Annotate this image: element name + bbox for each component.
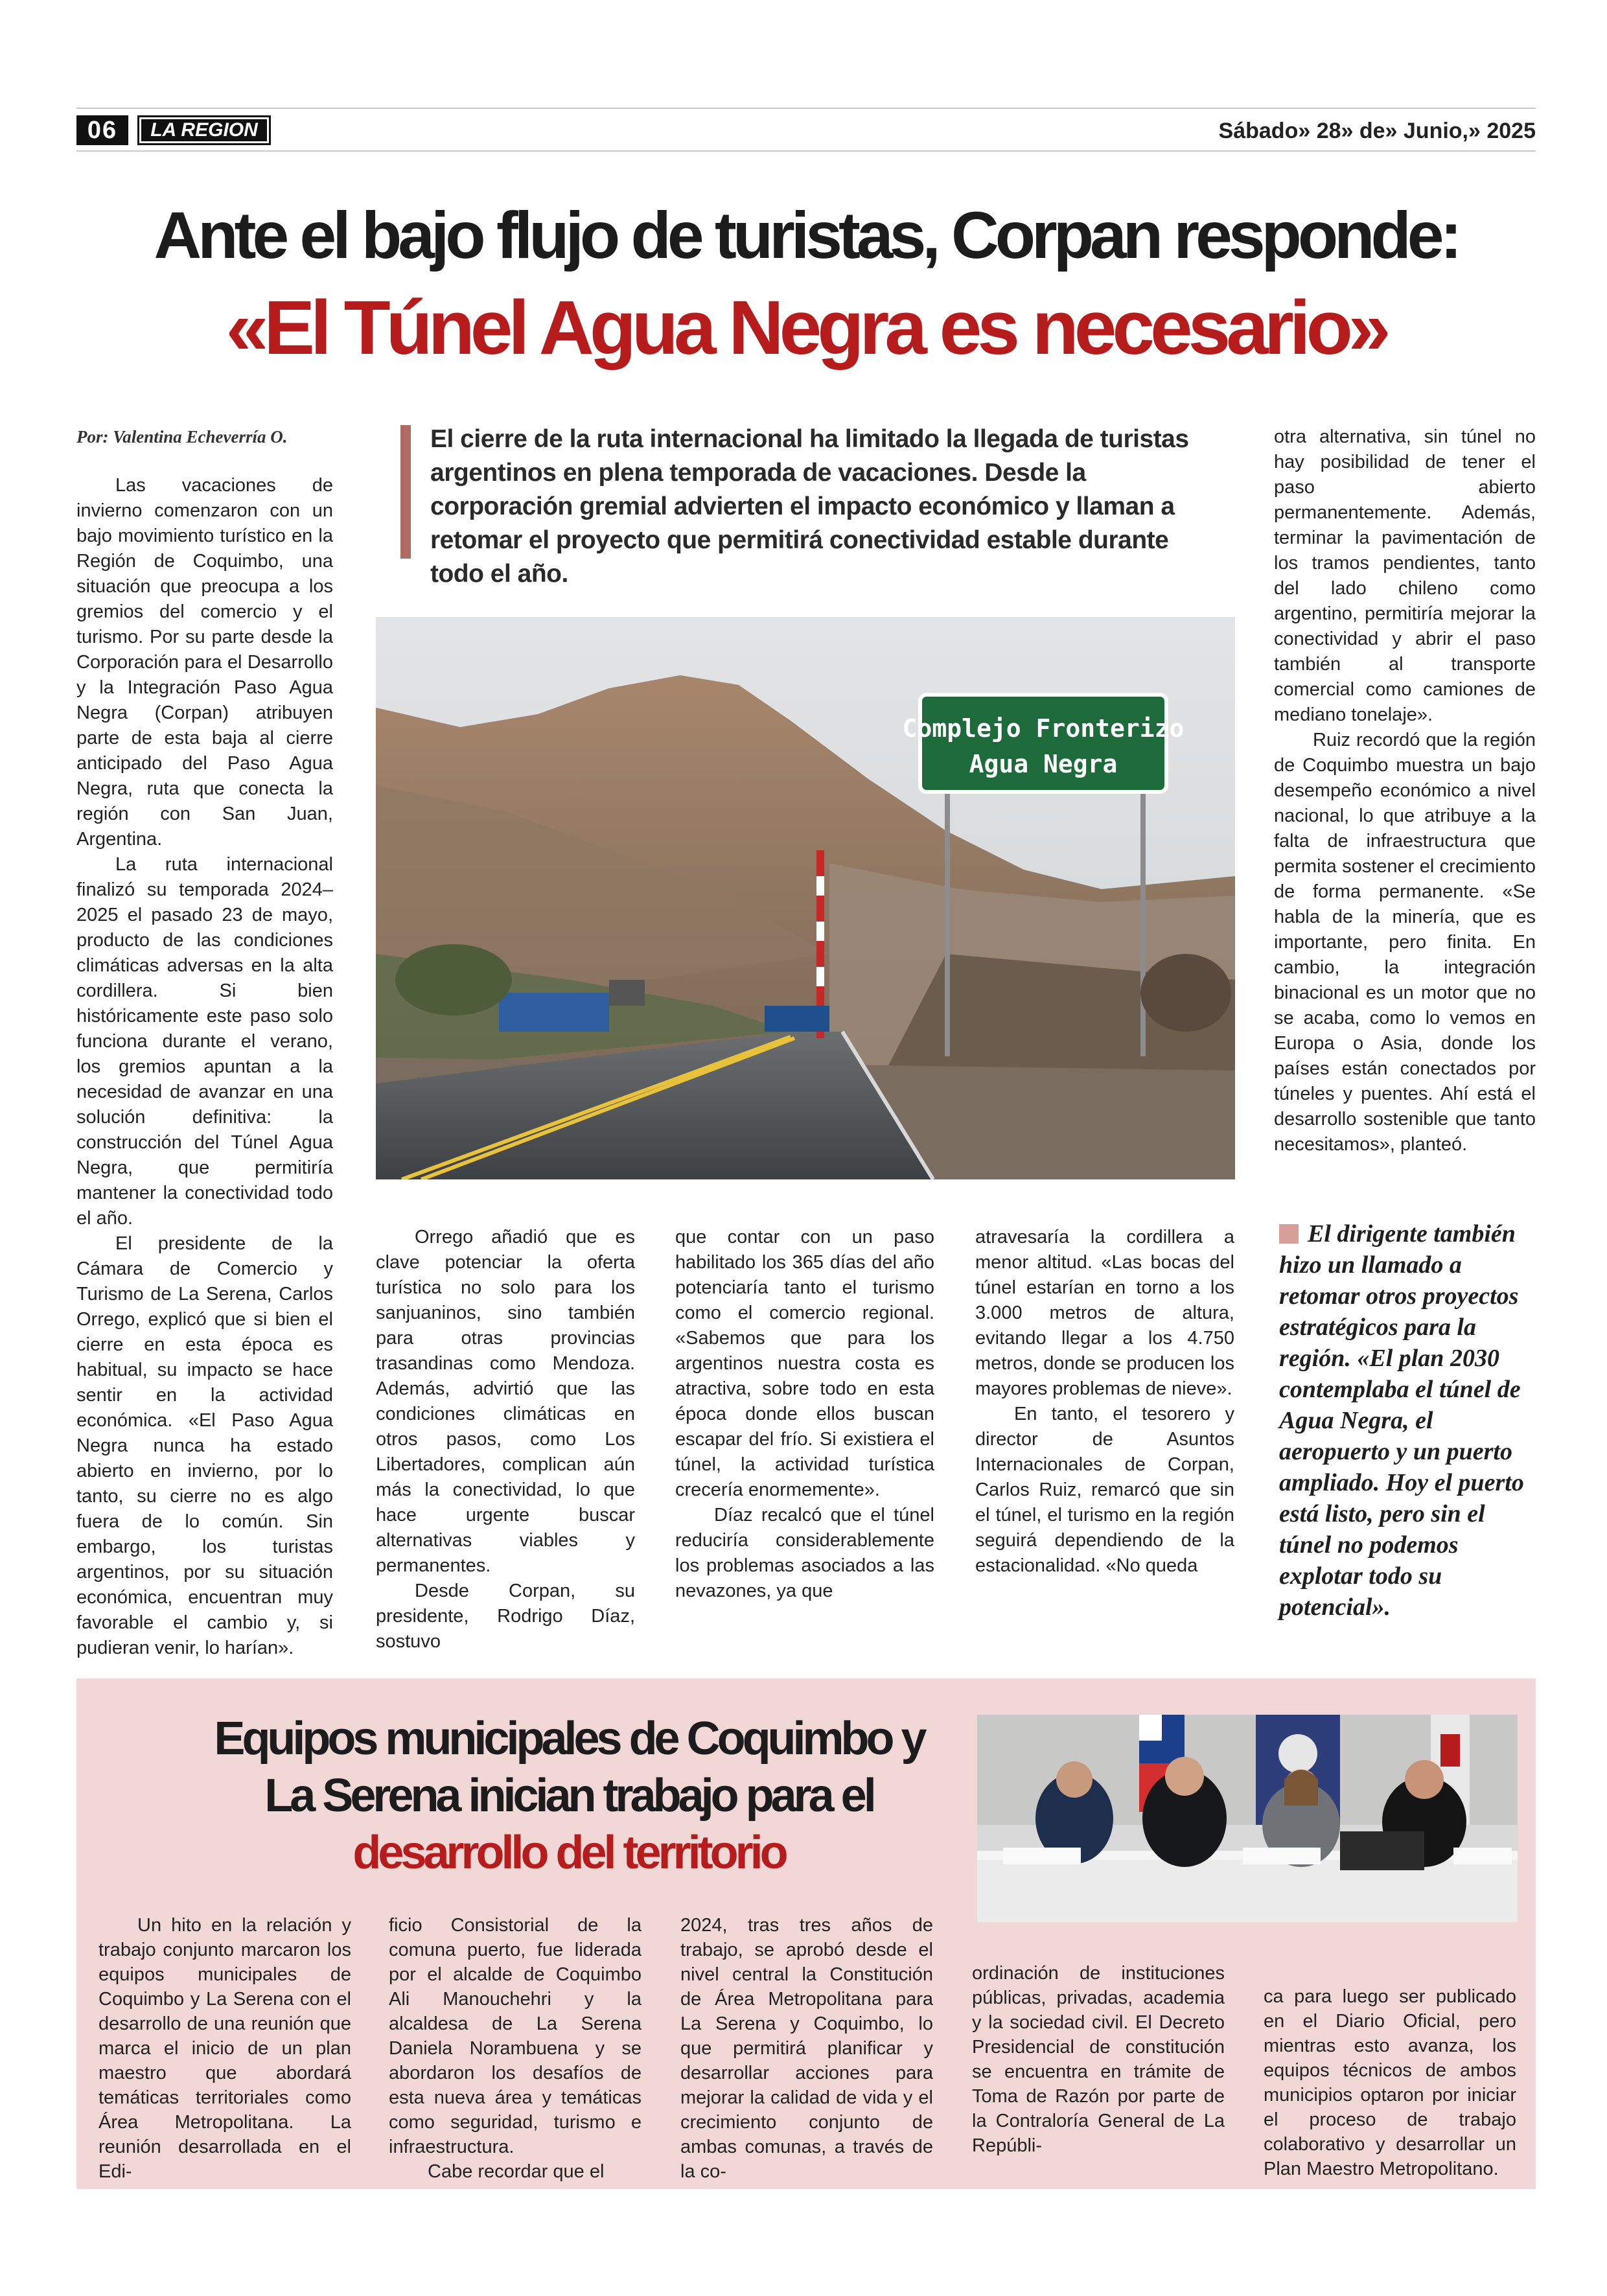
headline-top: Ante el bajo flujo de turistas, Corpan responde: xyxy=(154,198,1459,272)
quote-marker-icon xyxy=(1279,1224,1299,1244)
sign-text-line-1: Complejo Fronterizo xyxy=(902,714,1185,743)
article2-column-2 xyxy=(389,1913,642,2184)
article2-headline-line-2: La Serena inician trabajo para el xyxy=(264,1770,873,1822)
meeting-photo xyxy=(977,1715,1518,1922)
paragraph: Las vacaciones de invierno comenzaron con un bajo movimiento turístico en la Región de Coquimbo, una situación que preocupa a los gremios del comercio y el turismo. Por su parte desde la Corporación para el Desarrollo y la Integración Paso Agua Negra (Corpan) atribuyen parte de esta baja al cierre anticipado del Paso Agua Negra, ruta que conecta la región con San Juan, Argentina. xyxy=(76,475,333,850)
paragraph: El presidente de la Cámara de Comercio y Turismo de La Serena, Carlos Orrego, explicó que si bien el cierre en esta época es habitual, su impacto se hace sentir en la actividad económica. «El Paso Agua Negra nunca ha estado abierto en invierno, por lo tanto, su cierre no es algo fuera de lo común. Sin embargo, los turistas argentinos, por su situación económica, encuentran muy favorable el cambio y, si pudieran venir, lo harían». xyxy=(76,1233,333,1658)
issue-date: Sábado» 28» de» Junio,» 2025 xyxy=(1218,119,1536,143)
newspaper-logo xyxy=(137,115,271,145)
article1-column-1 xyxy=(76,473,333,1661)
article2-column-5 xyxy=(1264,1984,1516,2181)
article2-column-4 xyxy=(972,1961,1225,2158)
article1-column-5 xyxy=(1274,424,1536,1157)
article1-column-2 xyxy=(376,1225,635,1654)
paragraph: 2024, tras tres años de trabajo, se aprobó desde el nivel central la Constitución de Área Metropolitana para La Serena y Coquimbo, lo que permitirá planificar y desarrollar acciones para mejorar la calidad de vida y el crecimiento conjunto de ambas comunas, a través de la co- xyxy=(680,1915,933,2182)
sign-text-line-2: Agua Negra xyxy=(969,750,1118,778)
page-number: 06 xyxy=(76,115,128,145)
border-crossing-photo xyxy=(376,617,1235,1179)
paragraph: Un hito en la relación y trabajo conjunto marcaron los equipos municipales de Coquimbo y La Serena con el desarrollo de una reunión que marca el inicio de un plan maestro que abordará temáticas territoriales como Área Metropolitana. La reunión desarrollada en el Edi- xyxy=(98,1915,351,2182)
newspaper-name: LA REGION xyxy=(141,119,267,141)
article2-column-1 xyxy=(98,1913,351,2184)
paragraph: ca para luego ser publicado en el Diario Oficial, pero mientras esto avanza, los equipos técnicos de ambos municipios optaron por iniciar el proceso de trabajo colaborativo y desarrollar un Plan Maestro Metropolitano. xyxy=(1264,1986,1516,2179)
byline: Por: Valentina Echeverría O. xyxy=(76,427,288,446)
article2-headline-line-3: desarrollo del territorio xyxy=(353,1827,785,1879)
paragraph: que contar con un paso habilitado los 365 días del año potenciaría tanto el turismo como el comercio regional. «Sabemos que para los argentinos nuestra costa es atractiva, sobre todo en esta época donde ellos buscan escapar del frío. Si existiera el túnel, la actividad turística crecería enormemente». xyxy=(675,1227,934,1500)
header-bottom-rule xyxy=(76,150,1536,152)
paragraph: Díaz recalcó que el túnel reduciría considerablemente los problemas asociados a las nevazones, ya que xyxy=(675,1505,934,1601)
paragraph: ficio Consistorial de la comuna puerto, fue liderada por el alcalde de Coquimbo Ali Manouchehri y la alcaldesa de La Serena Daniela Norambuena y se abordaron los desafíos de esta nueva área y temáticas como seguridad, turismo e infraestructura. xyxy=(389,1915,642,2157)
article2-column-3 xyxy=(680,1913,933,2184)
article2-headline-line-1: Equipos municipales de Coquimbo y xyxy=(214,1713,924,1765)
lead-accent-bar xyxy=(400,425,411,559)
headline-main: «El Túnel Agua Negra es necesario» xyxy=(225,285,1387,371)
article1-column-4 xyxy=(975,1225,1234,1579)
paragraph: atravesaría la cordillera a menor altitud. «Las bocas del túnel estarían en torno a los 3.000 metros de altura, evitando llegar a los 4.750 metros, donde se producen los mayores problemas de nieve». xyxy=(975,1227,1234,1399)
paragraph: En tanto, el tesorero y director de Asuntos Internacionales de Corpan, Carlos Ruiz, remarcó que sin el túnel, el turismo en la región seguirá dependiendo de la estacionalidad. «No queda xyxy=(975,1404,1234,1576)
paragraph: otra alternativa, sin túnel no hay posibilidad de tener el paso abierto permanentemente. Además, terminar la pavimentación de los tramos pendientes, tanto del lado chileno como argentino, permitiría mejorar la conectividad y abrir el paso también al transporte comercial como camiones de mediano tonelaje». xyxy=(1274,426,1536,725)
pull-quote-text: El dirigente también hizo un llamado a retomar otros proyectos estratégicos para la región. «El plan 2030 contemplaba el túnel de Agua Negra, el aeropuerto y un puerto ampliado. Hoy el puerto está listo, pero sin el túnel no podemos explotar todo su potencial». xyxy=(1279,1220,1524,1621)
header-top-rule xyxy=(76,108,1536,109)
article1-column-3 xyxy=(675,1225,934,1604)
paragraph: Orrego añadió que es clave potenciar la oferta turística no solo para los sanjuaninos, sino también para otras provincias trasandinas como Mendoza. Además, advirtió que las condiciones climáticas en otros pasos, como Los Libertadores, complican aún más la conectividad, lo que hace urgente buscar alternativas viables y permanentes. xyxy=(376,1227,635,1576)
article-lead: El cierre de la ruta internacional ha limitado la llegada de turistas argentinos en plena temporada de vacaciones. Desde la corporación gremial advierten el impacto económico y llaman a retomar el proyecto que permitirá conectividad estable durante todo el año. xyxy=(430,425,1189,588)
paragraph: Ruiz recordó que la región de Coquimbo muestra un bajo desempeño económico a nivel nacional, lo que atribuye a la falta de infraestructura que permita sostener el crecimiento de forma permanente. «Se habla de la minería, que es importante, pero finita. En cambio, la integración binacional es un motor que no se acaba, como lo vemos en Europa o Asia, donde los países están conectados por túneles y puentes. Ahí está el desarrollo sostenible que tanto necesitamos», planteó. xyxy=(1274,730,1536,1155)
paragraph: Cabe recordar que el xyxy=(428,2161,605,2182)
pull-quote xyxy=(1279,1218,1538,1623)
paragraph: La ruta internacional finalizó su temporada 2024–2025 el pasado 23 de mayo, producto de las condiciones climáticas adversas en la alta cordillera. Si bien históricamente este paso solo funciona durante el verano, los gremios apuntan a la necesidad de avanzar en una solución definitiva: la construcción del Túnel Agua Negra, que permitiría mantener la conectividad todo el año. xyxy=(76,854,333,1229)
paragraph: Desde Corpan, su presidente, Rodrigo Díaz, sostuvo xyxy=(376,1581,635,1652)
paragraph: ordinación de instituciones públicas, privadas, academia y la sociedad civil. El Decreto Presidencial de constitución se encuentra en trámite de Toma de Razón por parte de la Contraloría General de La Repúbli- xyxy=(972,1963,1225,2156)
